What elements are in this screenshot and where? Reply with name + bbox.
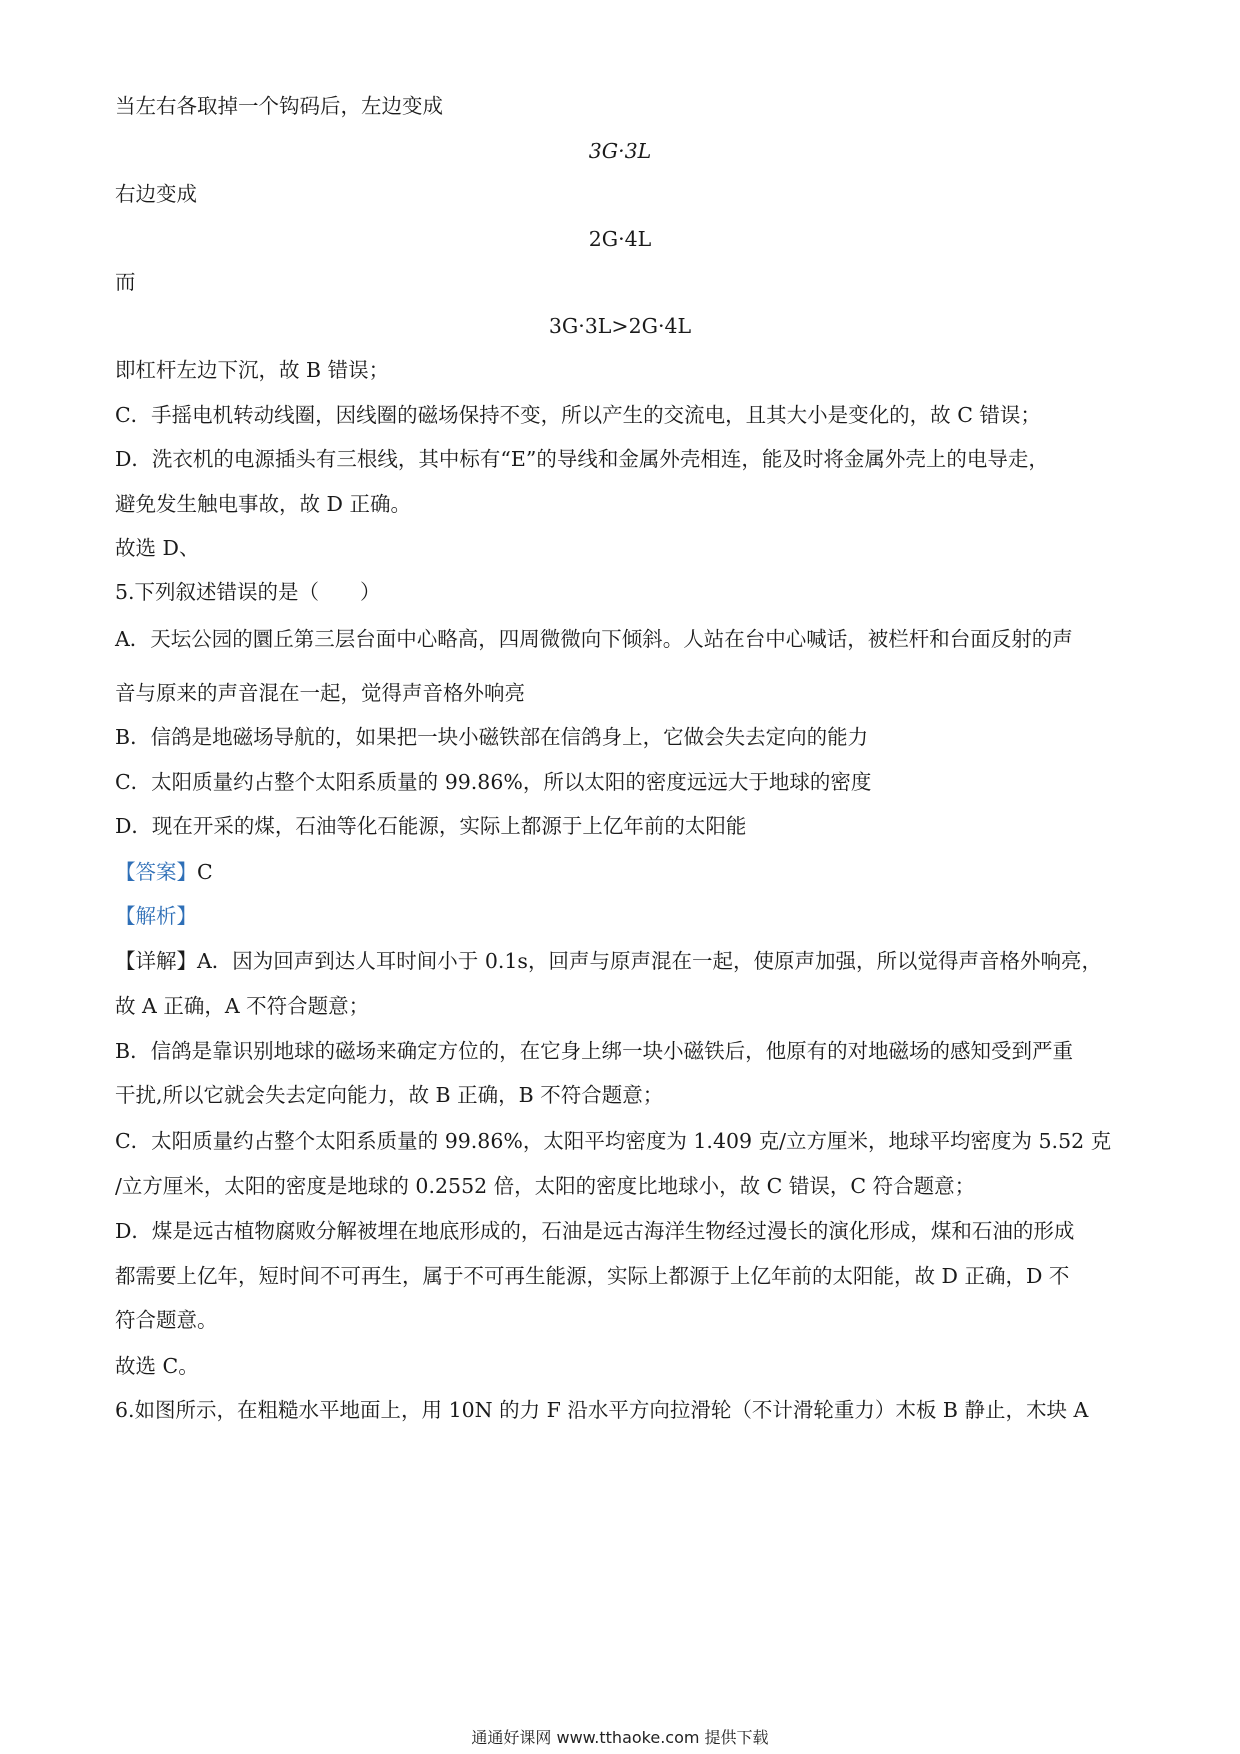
text-line: 符合题意。	[115, 1308, 218, 1332]
answer-value: C	[197, 860, 213, 884]
text-line: D．洗衣机的电源插头有三根线，其中标有“E”的导线和金属外壳相连，能及时将金属外壳上的电导走，	[115, 447, 1049, 471]
text-line: B．信鸽是靠识别地球的磁场来确定方位的，在它身上绑一块小磁铁后，他原有的对地磁场的感知受到严重	[115, 1039, 1074, 1063]
option-c: C．太阳质量约占整个太阳系质量的 99.86%，所以太阳的密度远远大于地球的密度	[115, 770, 872, 794]
question-title: 6.如图所示，在粗糙水平地面上，用 10N 的力 F 沿水平方向拉滑轮（不计滑轮重力）木板 B 静止，木块 A	[115, 1398, 1089, 1422]
option-b: B．信鸽是地磁场导航的，如果把一块小磁铁部在信鸽身上，它做会失去定向的能力	[115, 725, 869, 749]
text-line: 干扰,所以它就会失去定向能力，故 B 正确，B 不符合题意；	[115, 1083, 664, 1107]
option-a-cont: 音与原来的声音混在一起，觉得声音格外响亮	[115, 681, 525, 705]
text-line: 当左右各取掉一个钩码后，左边变成	[115, 94, 443, 118]
text-line: 故选 C。	[115, 1354, 199, 1378]
text-line: /立方厘米，太阳的密度是地球的 0.2552 倍，太阳的密度比地球小，故 C 错误，C 符合题意；	[115, 1174, 976, 1198]
text-line: C．手摇电机转动线圈，因线圈的磁场保持不变，所以产生的交流电，且其大小是变化的，故 C 错误；	[115, 403, 1041, 427]
question-title: 5.下列叙述错误的是（ ）	[115, 580, 381, 604]
answer-line	[115, 858, 1135, 886]
page-footer: 通通好课网 www.tthaoke.com 提供下载	[471, 1728, 769, 1747]
option-d: D．现在开采的煤，石油等化石能源，实际上都源于上亿年前的太阳能	[115, 814, 747, 838]
option-a: A．天坛公园的圜丘第三层台面中心略高，四周微微向下倾斜。人站在台中心喊话，被栏杆和台面反射的声	[115, 627, 1073, 651]
answer-tag: 【答案】	[115, 860, 197, 884]
text-line: 都需要上亿年，短时间不可再生，属于不可再生能源，实际上都源于上亿年前的太阳能，故 D 正确，D 不	[115, 1264, 1070, 1288]
formula-line: 2G·4L	[588, 227, 652, 251]
formula-line: 3G·3L>2G·4L	[548, 314, 692, 338]
analysis-tag: 【解析】	[115, 904, 197, 928]
text-line: 故 A 正确，A 不符合题意；	[115, 994, 370, 1018]
text-line: 避免发生触电事故，故 D 正确。	[115, 492, 411, 516]
text-line: 而	[115, 270, 136, 294]
text-line: 故选 D、	[115, 536, 200, 560]
text-line: C．太阳质量约占整个太阳系质量的 99.86%，太阳平均密度为 1.409 克/立方厘米，地球平均密度为 5.52 克	[115, 1129, 1112, 1153]
text-line: 即杠杆左边下沉，故 B 错误；	[115, 358, 390, 382]
formula-line: 3G·3L	[588, 139, 652, 163]
text-line: 【详解】A．因为回声到达人耳时间小于 0.1s，回声与原声混在一起，使原声加强，所以觉得声音格外响亮，	[115, 949, 1102, 973]
text-line: 右边变成	[115, 182, 197, 206]
text-line: D．煤是远古植物腐败分解被埋在地底形成的，石油是远古海洋生物经过漫长的演化形成，煤和石油的形成	[115, 1219, 1075, 1243]
